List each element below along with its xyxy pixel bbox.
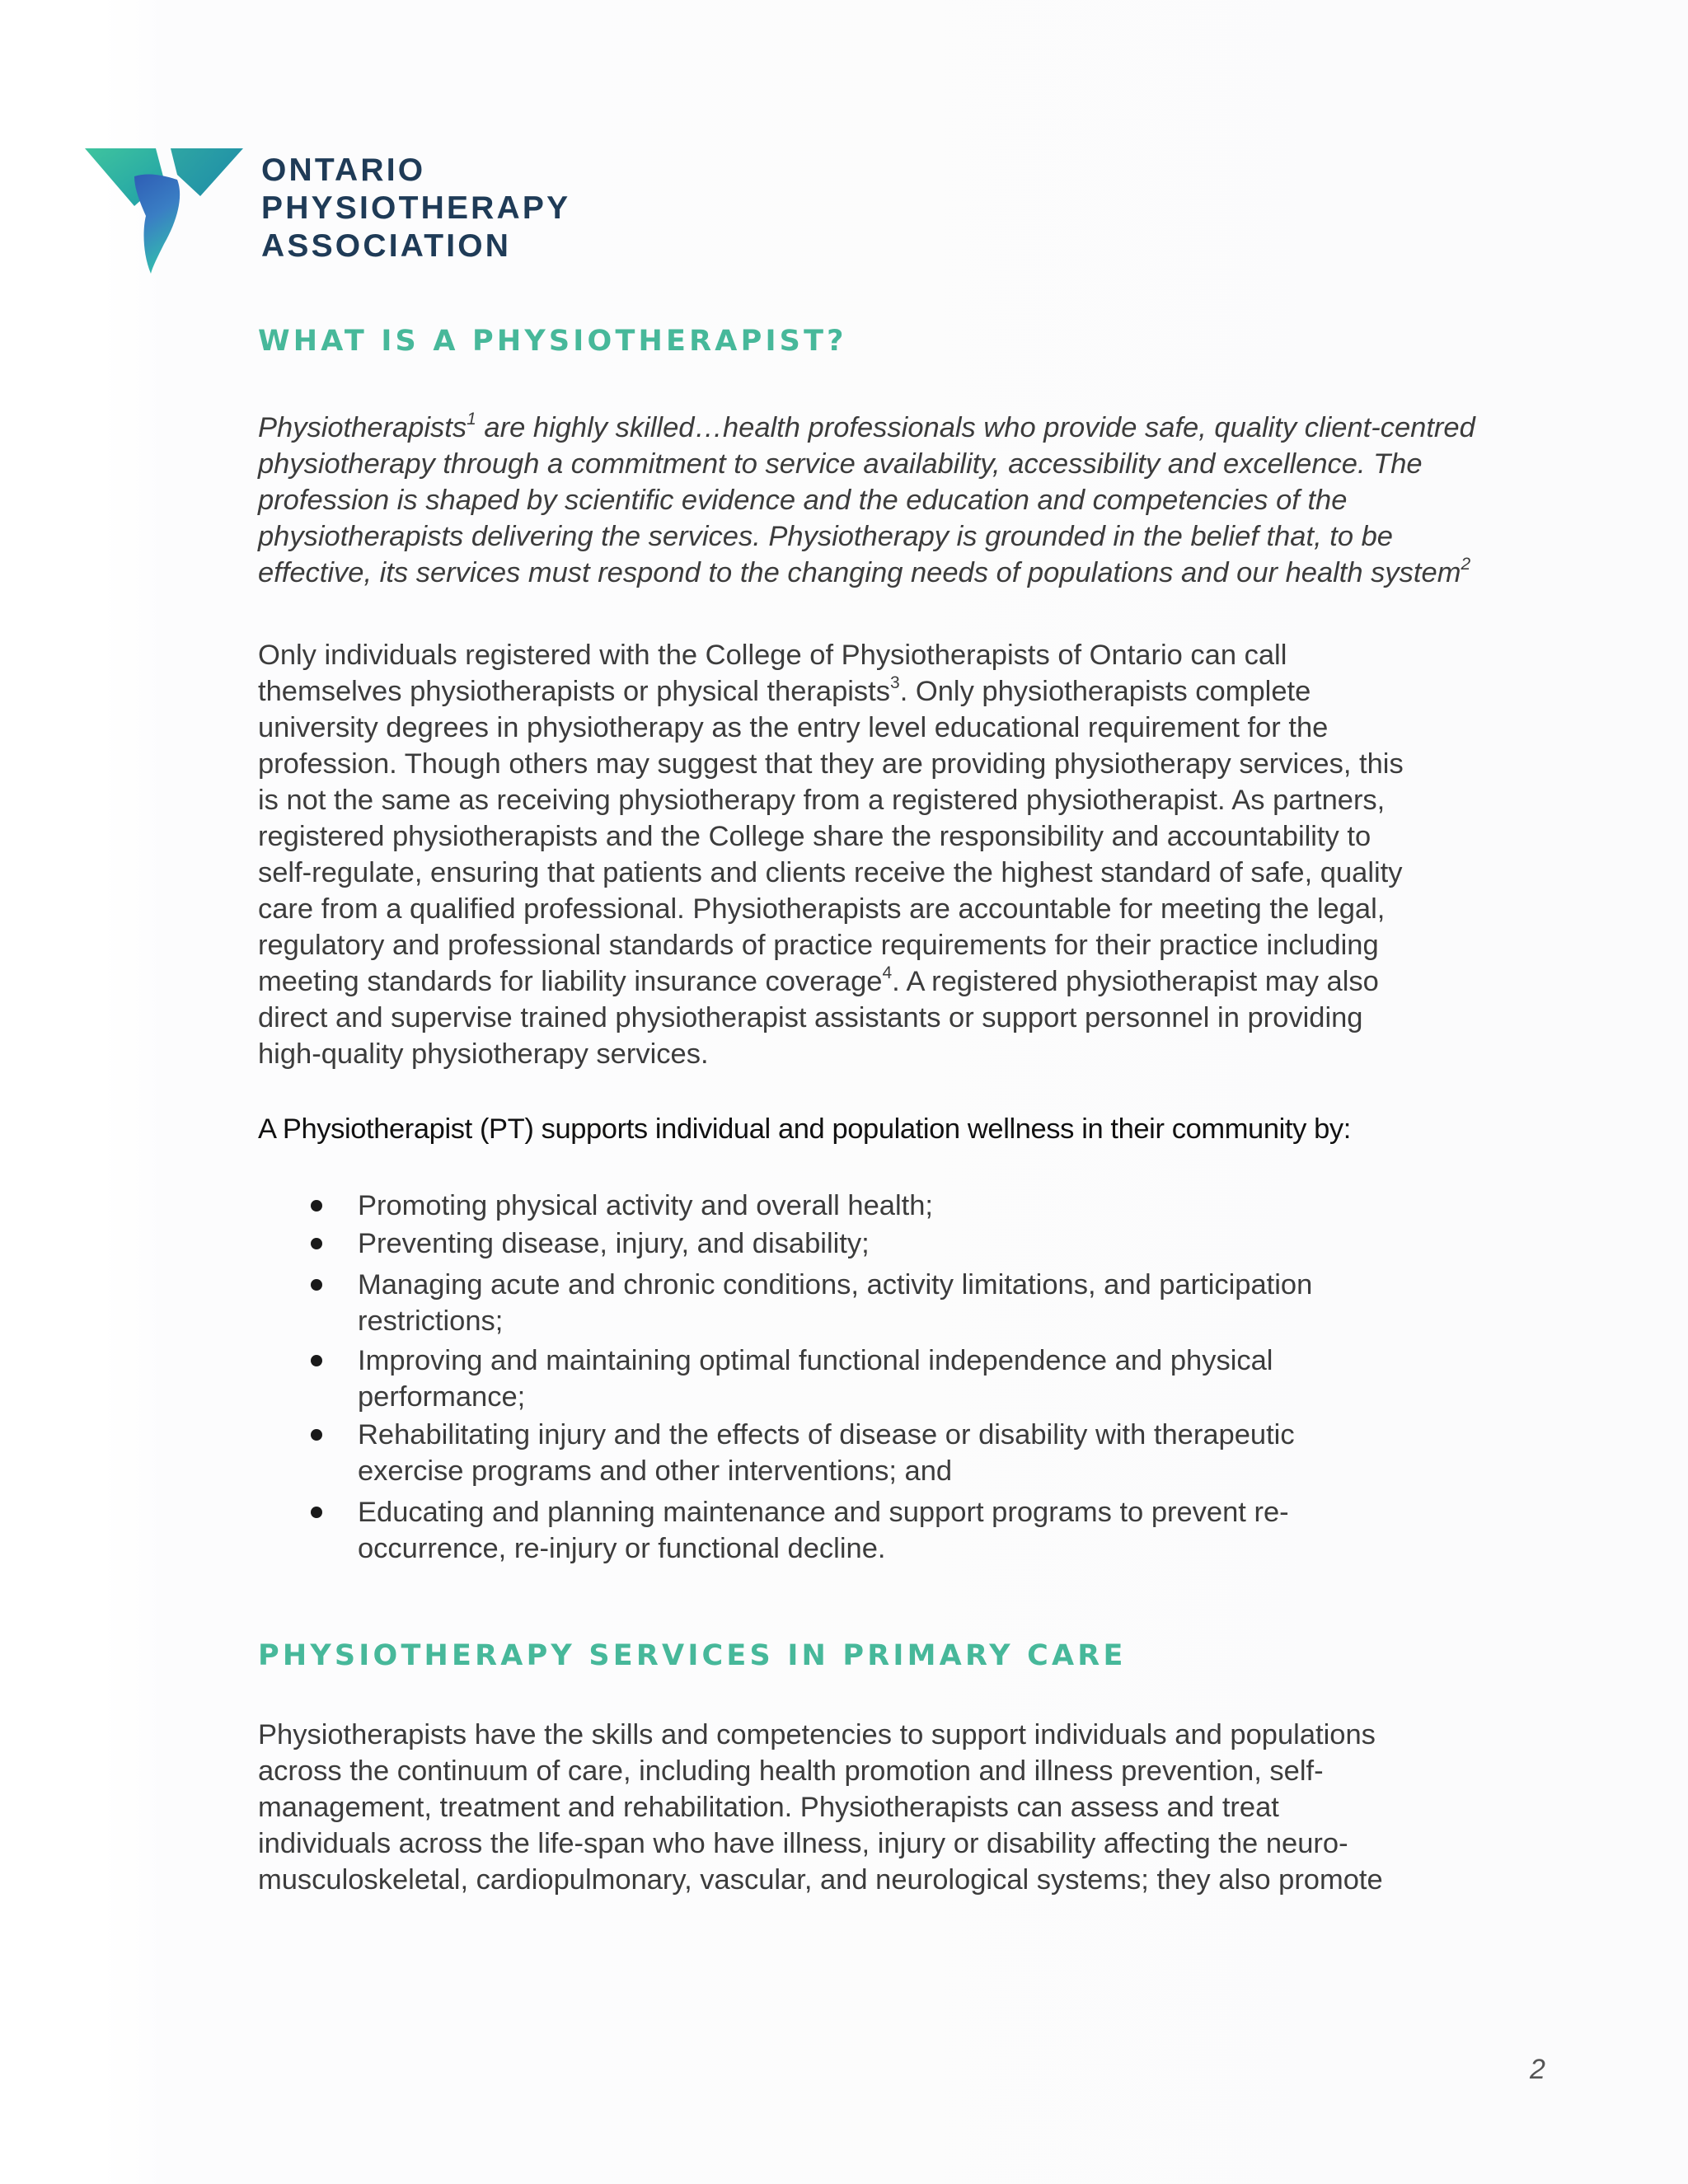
paragraph-line: self-regulate, ensuring that patients and clients receive the highest standard of safe, quality [258, 857, 1403, 888]
paragraph-line: profession. Though others may suggest that they are providing physiotherapy services, this [258, 748, 1404, 780]
paragraph-line: Physiotherapists have the skills and competencies to support individuals and populations [258, 1719, 1376, 1750]
quote-line: profession is shaped by scientific evidence and the education and competencies of the [258, 485, 1348, 516]
logo-mark-icon [85, 147, 243, 275]
list-item-text: Managing acute and chronic conditions, activity limitations, and participation [358, 1269, 1313, 1301]
registration-paragraph [258, 637, 1428, 1072]
paragraph-text: themselves physiotherapists or physical therapists [258, 676, 891, 707]
paragraph-line: high-quality physiotherapy services. [258, 1038, 709, 1070]
paragraph-text: . A registered physiotherapist may also [892, 966, 1379, 997]
bullets-lead-sentence [258, 1111, 1428, 1147]
pt-roles-list [258, 1188, 1453, 1567]
bullet-icon [311, 1200, 322, 1212]
paragraph-line: musculoskeletal, cardiopulmonary, vascular, and neurological systems; they also promote [258, 1864, 1383, 1896]
paragraph-line: registered physiotherapists and the College share the responsibility and accountability to [258, 821, 1372, 852]
section-heading-primary-care: PHYSIOTHERAPY SERVICES IN PRIMARY CARE [258, 1639, 1127, 1672]
paragraph-line: regulatory and professional standards of practice requirements for their practice including [258, 930, 1379, 961]
bullet-icon [311, 1238, 322, 1249]
list-item-text: restrictions; [358, 1305, 504, 1337]
section-heading-what-is-physiotherapist: WHAT IS A PHYSIOTHERAPIST? [258, 325, 847, 358]
logo-line-1: ONTARIO [261, 152, 426, 188]
paragraph-line [258, 673, 1428, 710]
list-item-text: performance; [358, 1381, 526, 1413]
paragraph-line [258, 963, 1428, 1000]
list-item [258, 1343, 1453, 1415]
paragraph-line: care from a qualified professional. Physiotherapists are accountable for meeting the legal, [258, 893, 1386, 925]
footnote-ref-4: 4 [882, 963, 893, 982]
list-item-text: exercise programs and other interventions; and [358, 1455, 953, 1487]
list-item-text: Improving and maintaining optimal functional independence and physical [358, 1345, 1273, 1376]
list-item [258, 1494, 1453, 1567]
bullet-icon [311, 1279, 322, 1291]
quote-text: are highly skilled…health professionals who provide safe, quality client-centred [476, 412, 1475, 443]
list-item-text: Educating and planning maintenance and support programs to prevent re- [358, 1497, 1289, 1528]
paragraph-line: is not the same as receiving physiotherapy from a registered physiotherapist. As partners, [258, 785, 1386, 816]
quote-line: physiotherapists delivering the services. Physiotherapy is grounded in the belief that, to be [258, 521, 1393, 552]
quote-line: physiotherapy through a commitment to service availability, accessibility and excellence. The [258, 448, 1423, 480]
quote-line [258, 554, 1471, 591]
paragraph-text: meeting standards for liability insurance coverage [258, 966, 883, 997]
logo-line-3: ASSOCIATION [261, 228, 512, 264]
primary-care-paragraph [258, 1717, 1428, 1898]
logo-wordmark [261, 152, 570, 265]
list-item [258, 1226, 1453, 1262]
footnote-ref-3: 3 [890, 673, 900, 692]
bullet-icon [311, 1429, 322, 1441]
footnote-ref-1: 1 [467, 409, 476, 429]
list-item-text: Preventing disease, injury, and disability; [358, 1228, 870, 1259]
paragraph-line: direct and supervise trained physiotherapist assistants or support personnel in providing [258, 1002, 1363, 1033]
list-item-text: occurrence, re-injury or functional decline. [358, 1533, 886, 1564]
quote-text: effective, its services must respond to the changing needs of populations and our health system [258, 557, 1461, 588]
quote-text: Physiotherapists [258, 412, 467, 443]
bullet-icon [311, 1355, 322, 1366]
paragraph-text: . Only physiotherapists complete [899, 676, 1311, 707]
association-logo [85, 147, 579, 279]
list-item [258, 1188, 1453, 1224]
quote-line [258, 409, 1475, 446]
paragraph-line: across the continuum of care, including health promotion and illness prevention, self- [258, 1755, 1324, 1787]
paragraph-line: Only individuals registered with the College of Physiotherapists of Ontario can call [258, 640, 1287, 671]
list-item-text: Promoting physical activity and overall health; [358, 1190, 934, 1221]
paragraph-line: management, treatment and rehabilitation. Physiotherapists can assess and treat [258, 1792, 1279, 1823]
footnote-ref-2: 2 [1461, 554, 1471, 574]
paragraph-line: individuals across the life-span who have illness, injury or disability affecting the neuro- [258, 1828, 1348, 1859]
page-number: 2 [1530, 2054, 1545, 2085]
paragraph-line: university degrees in physiotherapy as the entry level educational requirement for the [258, 712, 1329, 743]
list-item [258, 1417, 1453, 1489]
bullet-icon [311, 1507, 322, 1518]
lead-text: A Physiotherapist (PT) supports individual and population wellness in their community by: [258, 1113, 1351, 1145]
list-item-text: Rehabilitating injury and the effects of disease or disability with therapeutic [358, 1419, 1295, 1451]
definition-quote [258, 409, 1475, 591]
logo-line-2: PHYSIOTHERAPY [261, 190, 571, 226]
list-item [258, 1267, 1453, 1339]
